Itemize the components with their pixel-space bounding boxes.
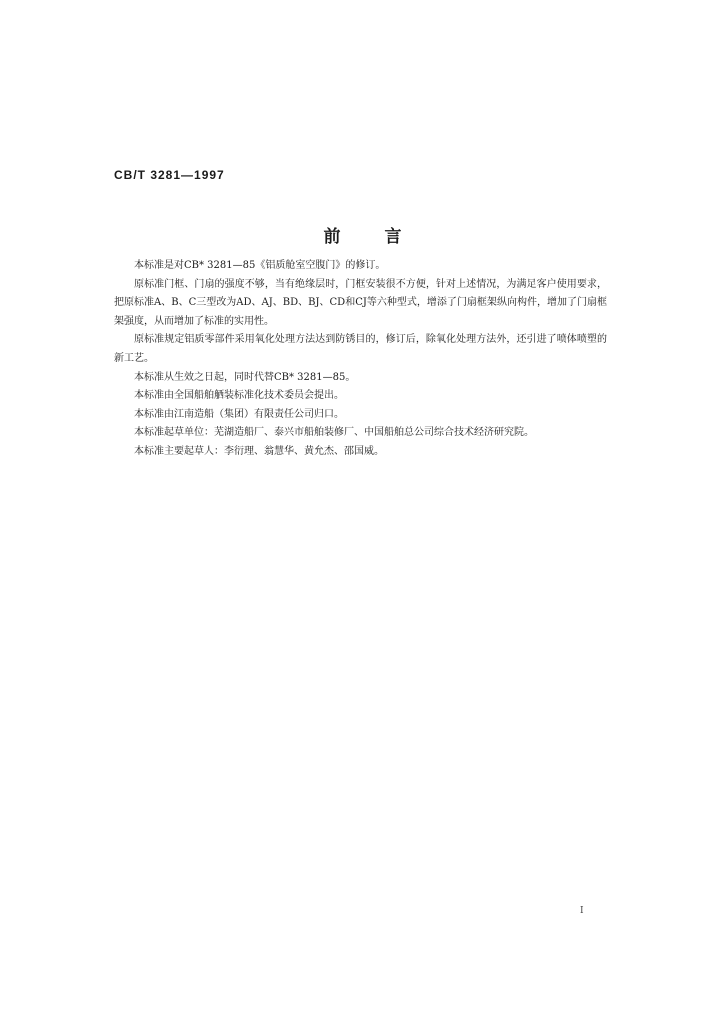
paragraph-responsible-unit: 本标准由江南造船（集团）有限责任公司归口。 xyxy=(134,408,344,420)
paragraph-revision: 本标准是对CB* 3281—85《铝质舱室空腹门》的修订。 xyxy=(134,260,386,271)
standard-code-header: CB/T 3281—1997 xyxy=(114,168,225,182)
page-number: I xyxy=(580,906,584,916)
paragraph-drafting-units: 本标准起草单位：芜湖造船厂、泰兴市船舶装修厂、中国船舶总公司综合技术经济研究院。 xyxy=(134,427,534,439)
paragraph-proposer: 本标准由全国船舶舾装标准化技术委员会提出。 xyxy=(134,390,344,402)
paragraph-effective-date: 本标准从生效之日起，同时代替CB* 3281—85。 xyxy=(134,371,356,383)
page-title: 前言 xyxy=(323,227,446,247)
paragraph-frame-strength: 原标准门框、门扇的强度不够，当有绝缘层时，门框安装很不方便，针对上述情况，为满足客户使用要求，把原标准A、B、C三型改为AD、AJ、BD、BJ、CD和CJ等六种型式，增添了门扇框架纵向构件，增加了门扇框架强度，从而增加了标准的实用性。 xyxy=(114,278,607,327)
foreword-body xyxy=(114,257,607,462)
paragraph-surface-treatment: 原标准规定铝质零部件采用氧化处理方法达到防锈目的，修订后，除氧化处理方法外，还引进了喷体喷塑的新工艺。 xyxy=(114,334,607,364)
paragraph-drafters: 本标准主要起草人：李衍理、翁慧华、黄允杰、邵国威。 xyxy=(134,445,384,457)
